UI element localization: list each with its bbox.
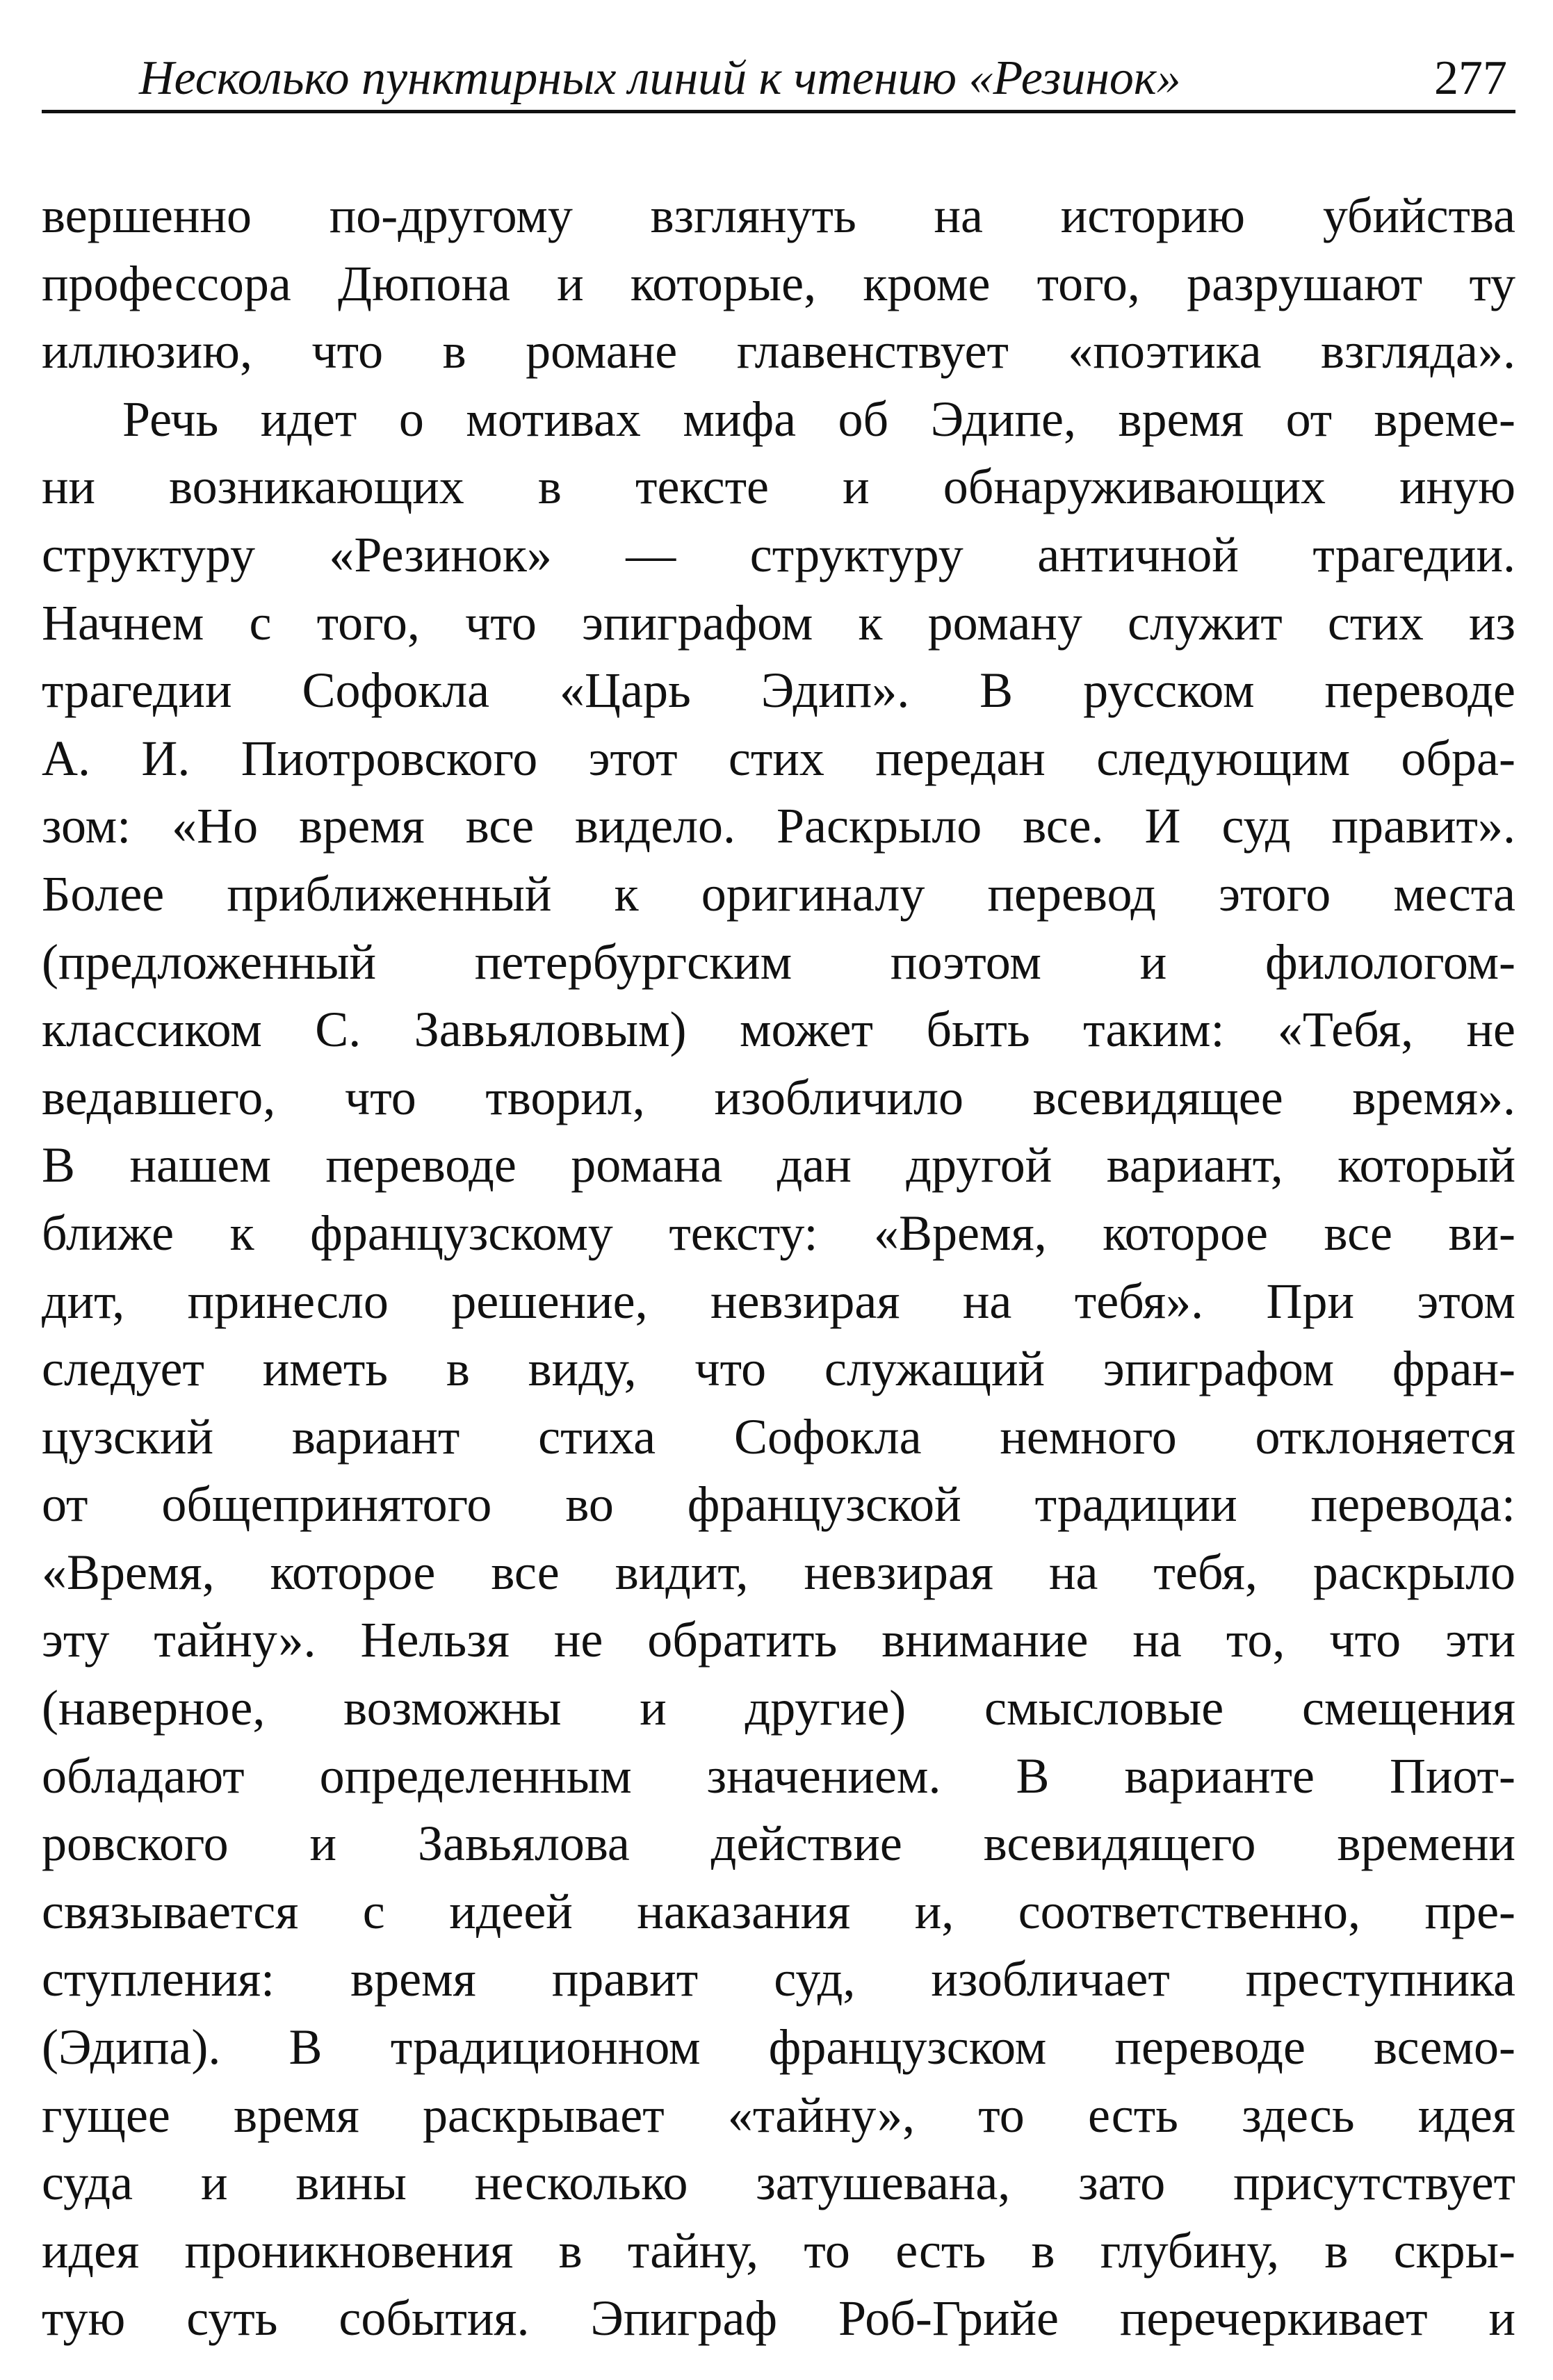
text-line: Более приближенный к оригиналу перевод этого места xyxy=(42,865,1515,922)
text-line: идея проникновения в тайну, то есть в глубину, в скры- xyxy=(42,2222,1515,2279)
text-line: от общепринятого во французской традиции перевода: xyxy=(42,1476,1515,1533)
text-line: вершенно по-другому взглянуть на историю убийства xyxy=(42,188,1515,243)
header-rule xyxy=(42,110,1515,113)
text-line: связывается с идеей наказания и, соответственно, пре- xyxy=(42,1883,1515,1939)
text-line: ведавшего, что творил, изобличило всевидящее время». xyxy=(42,1069,1515,1125)
text-line: (наверное, возможны и другие) смысловые смещения xyxy=(42,1680,1515,1736)
text-line: трагедии Софокла «Царь Эдип». В русском переводе xyxy=(42,662,1515,719)
text-line: эту тайну». Нельзя не обратить внимание на то, что эти xyxy=(42,1612,1515,1668)
text-line: дит, принесло решение, невзирая на тебя». При этом xyxy=(42,1273,1515,1329)
text-line: ступления: время правит суд, изобличает преступника xyxy=(42,1951,1515,2007)
text-line: Речь идет о мотивах мифа об Эдипе, время от време- xyxy=(122,391,1515,447)
text-line: ровского и Завьялова действие всевидящего времени xyxy=(42,1816,1515,1872)
text-line: профессора Дюпона и которые, кроме того, разрушают ту xyxy=(42,255,1515,311)
text-line: зом: «Но время все видело. Раскрыло все. И суд правит». xyxy=(42,798,1515,854)
body-text xyxy=(42,182,1515,2353)
running-head-title: Несколько пунктирных линий к чтению «Резинок» xyxy=(139,51,1181,105)
page-number: 277 xyxy=(1434,51,1507,105)
running-head xyxy=(42,40,1515,117)
text-line: «Время, которое все видит, невзирая на тебя, раскрыло xyxy=(42,1544,1515,1600)
text-line: Начнем с того, что эпиграфом к роману служит стих из xyxy=(42,594,1515,651)
text-line: обладают определенным значением. В варианте Пиот- xyxy=(42,1747,1515,1804)
text-line: (Эдипа). В традиционном французском переводе всемо- xyxy=(42,2019,1515,2076)
text-line: иллюзию, что в романе главенствует «поэтика взгляда». xyxy=(42,323,1515,380)
text-line: В нашем переводе романа дан другой вариант, который xyxy=(42,1137,1515,1193)
text-line: суда и вины несколько затушевана, зато присутствует xyxy=(42,2155,1515,2211)
text-line: структуру «Резинок» — структуру античной трагедии. xyxy=(42,526,1515,582)
text-line: (предложенный петербургским поэтом и филологом- xyxy=(42,934,1515,990)
text-line: ближе к французскому тексту: «Время, которое все ви- xyxy=(42,1205,1515,1261)
text-line: следует иметь в виду, что служащий эпиграфом фран- xyxy=(42,1341,1515,1397)
text-line: тую суть события. Эпиграф Роб-Грийе перечеркивает и xyxy=(42,2290,1515,2347)
text-line: классиком С. Завьяловым) может быть таким: «Тебя, не xyxy=(42,1002,1515,1058)
text-line: А. И. Пиотровского этот стих передан следующим обра- xyxy=(42,730,1515,786)
text-line: гущее время раскрывает «тайну», то есть здесь идея xyxy=(42,2087,1515,2143)
text-line: ни возникающих в тексте и обнаруживающих иную xyxy=(42,459,1515,515)
text-line: цузский вариант стиха Софокла немного отклоняется xyxy=(42,1408,1515,1465)
